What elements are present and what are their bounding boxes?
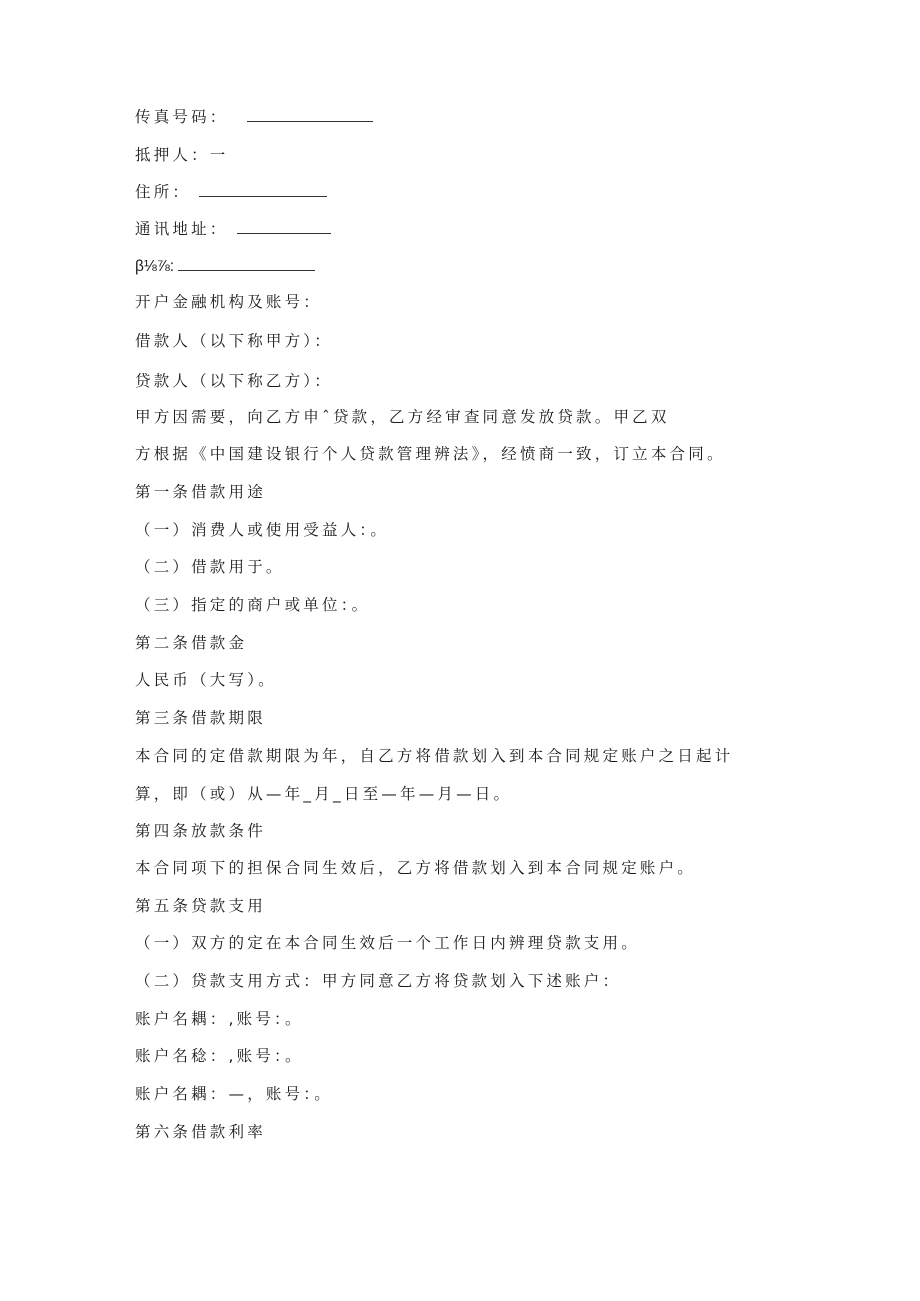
article-1-item-3: （三）指定的商户或单位：。 bbox=[135, 596, 371, 614]
lender-line: 贷款人（以下称乙方）： bbox=[135, 372, 333, 390]
article-5-heading: 第五条贷款支用 bbox=[135, 897, 266, 915]
preamble-line-1: 甲方因需要，向乙方申ˆ贷款，乙方经审查同意发放贷款。甲乙双 bbox=[135, 408, 670, 426]
article-5-item-2: （二）贷款支用方式：甲方同意乙方将贷款划入下述账户： bbox=[135, 972, 622, 990]
article-4-heading: 第四条放款条件 bbox=[135, 822, 266, 840]
borrower-line: 借款人（以下称甲方）： bbox=[135, 332, 333, 350]
address-line bbox=[135, 182, 327, 202]
garbled-field-label: β⅛⅞: bbox=[135, 258, 175, 275]
fax-number-label: 传真号码： bbox=[135, 108, 229, 126]
account-line-1: 账户名耦：,账号：。 bbox=[135, 1010, 304, 1028]
article-2-amount: 人民币（大写）。 bbox=[135, 671, 277, 689]
account-line-3: 账户名耦：—，账号：。 bbox=[135, 1085, 333, 1103]
article-3-text-2: 算，即（或）从—年_月_日至—年—月—日。 bbox=[135, 785, 513, 803]
mailing-address-line bbox=[135, 219, 331, 239]
address-label: 住所： bbox=[135, 183, 192, 201]
article-4-text: 本合同项下的担保合同生效后，乙方将借款划入到本合同规定账户。 bbox=[135, 859, 697, 877]
article-5-item-1: （一）双方的定在本合同生效后一个工作日内辨理贷款支用。 bbox=[135, 934, 640, 952]
fax-number-blank bbox=[247, 107, 373, 122]
mortgagor-line: 抵押人：一 bbox=[135, 146, 229, 164]
fax-number-line bbox=[135, 107, 373, 127]
article-1-item-1: （一）消费人或使用受益人：。 bbox=[135, 521, 390, 539]
garbled-field-line bbox=[135, 256, 315, 277]
article-6-heading: 第六条借款利率 bbox=[135, 1123, 266, 1141]
bank-account-line: 开户金融机构及账号： bbox=[135, 293, 323, 311]
article-3-text-1: 本合同的定借款期限为年，自乙方将借款划入到本合同规定账户之日起计 bbox=[135, 747, 734, 765]
address-blank bbox=[199, 182, 327, 197]
mailing-address-blank bbox=[237, 219, 331, 234]
mailing-address-label: 通讯地址： bbox=[135, 220, 229, 238]
preamble-line-2: 方根据《中国建设银行个人贷款管理辨法》，经愤商一致，订立本合同。 bbox=[135, 445, 726, 463]
account-line-2: 账户名稔：,账号：。 bbox=[135, 1047, 304, 1065]
article-1-item-2: （二）借款用于。 bbox=[135, 558, 285, 576]
garbled-field-blank bbox=[178, 256, 315, 271]
article-3-heading: 第三条借款期限 bbox=[135, 709, 266, 727]
article-2-heading: 第二条借款金 bbox=[135, 634, 248, 652]
article-1-heading: 第一条借款用途 bbox=[135, 483, 266, 501]
